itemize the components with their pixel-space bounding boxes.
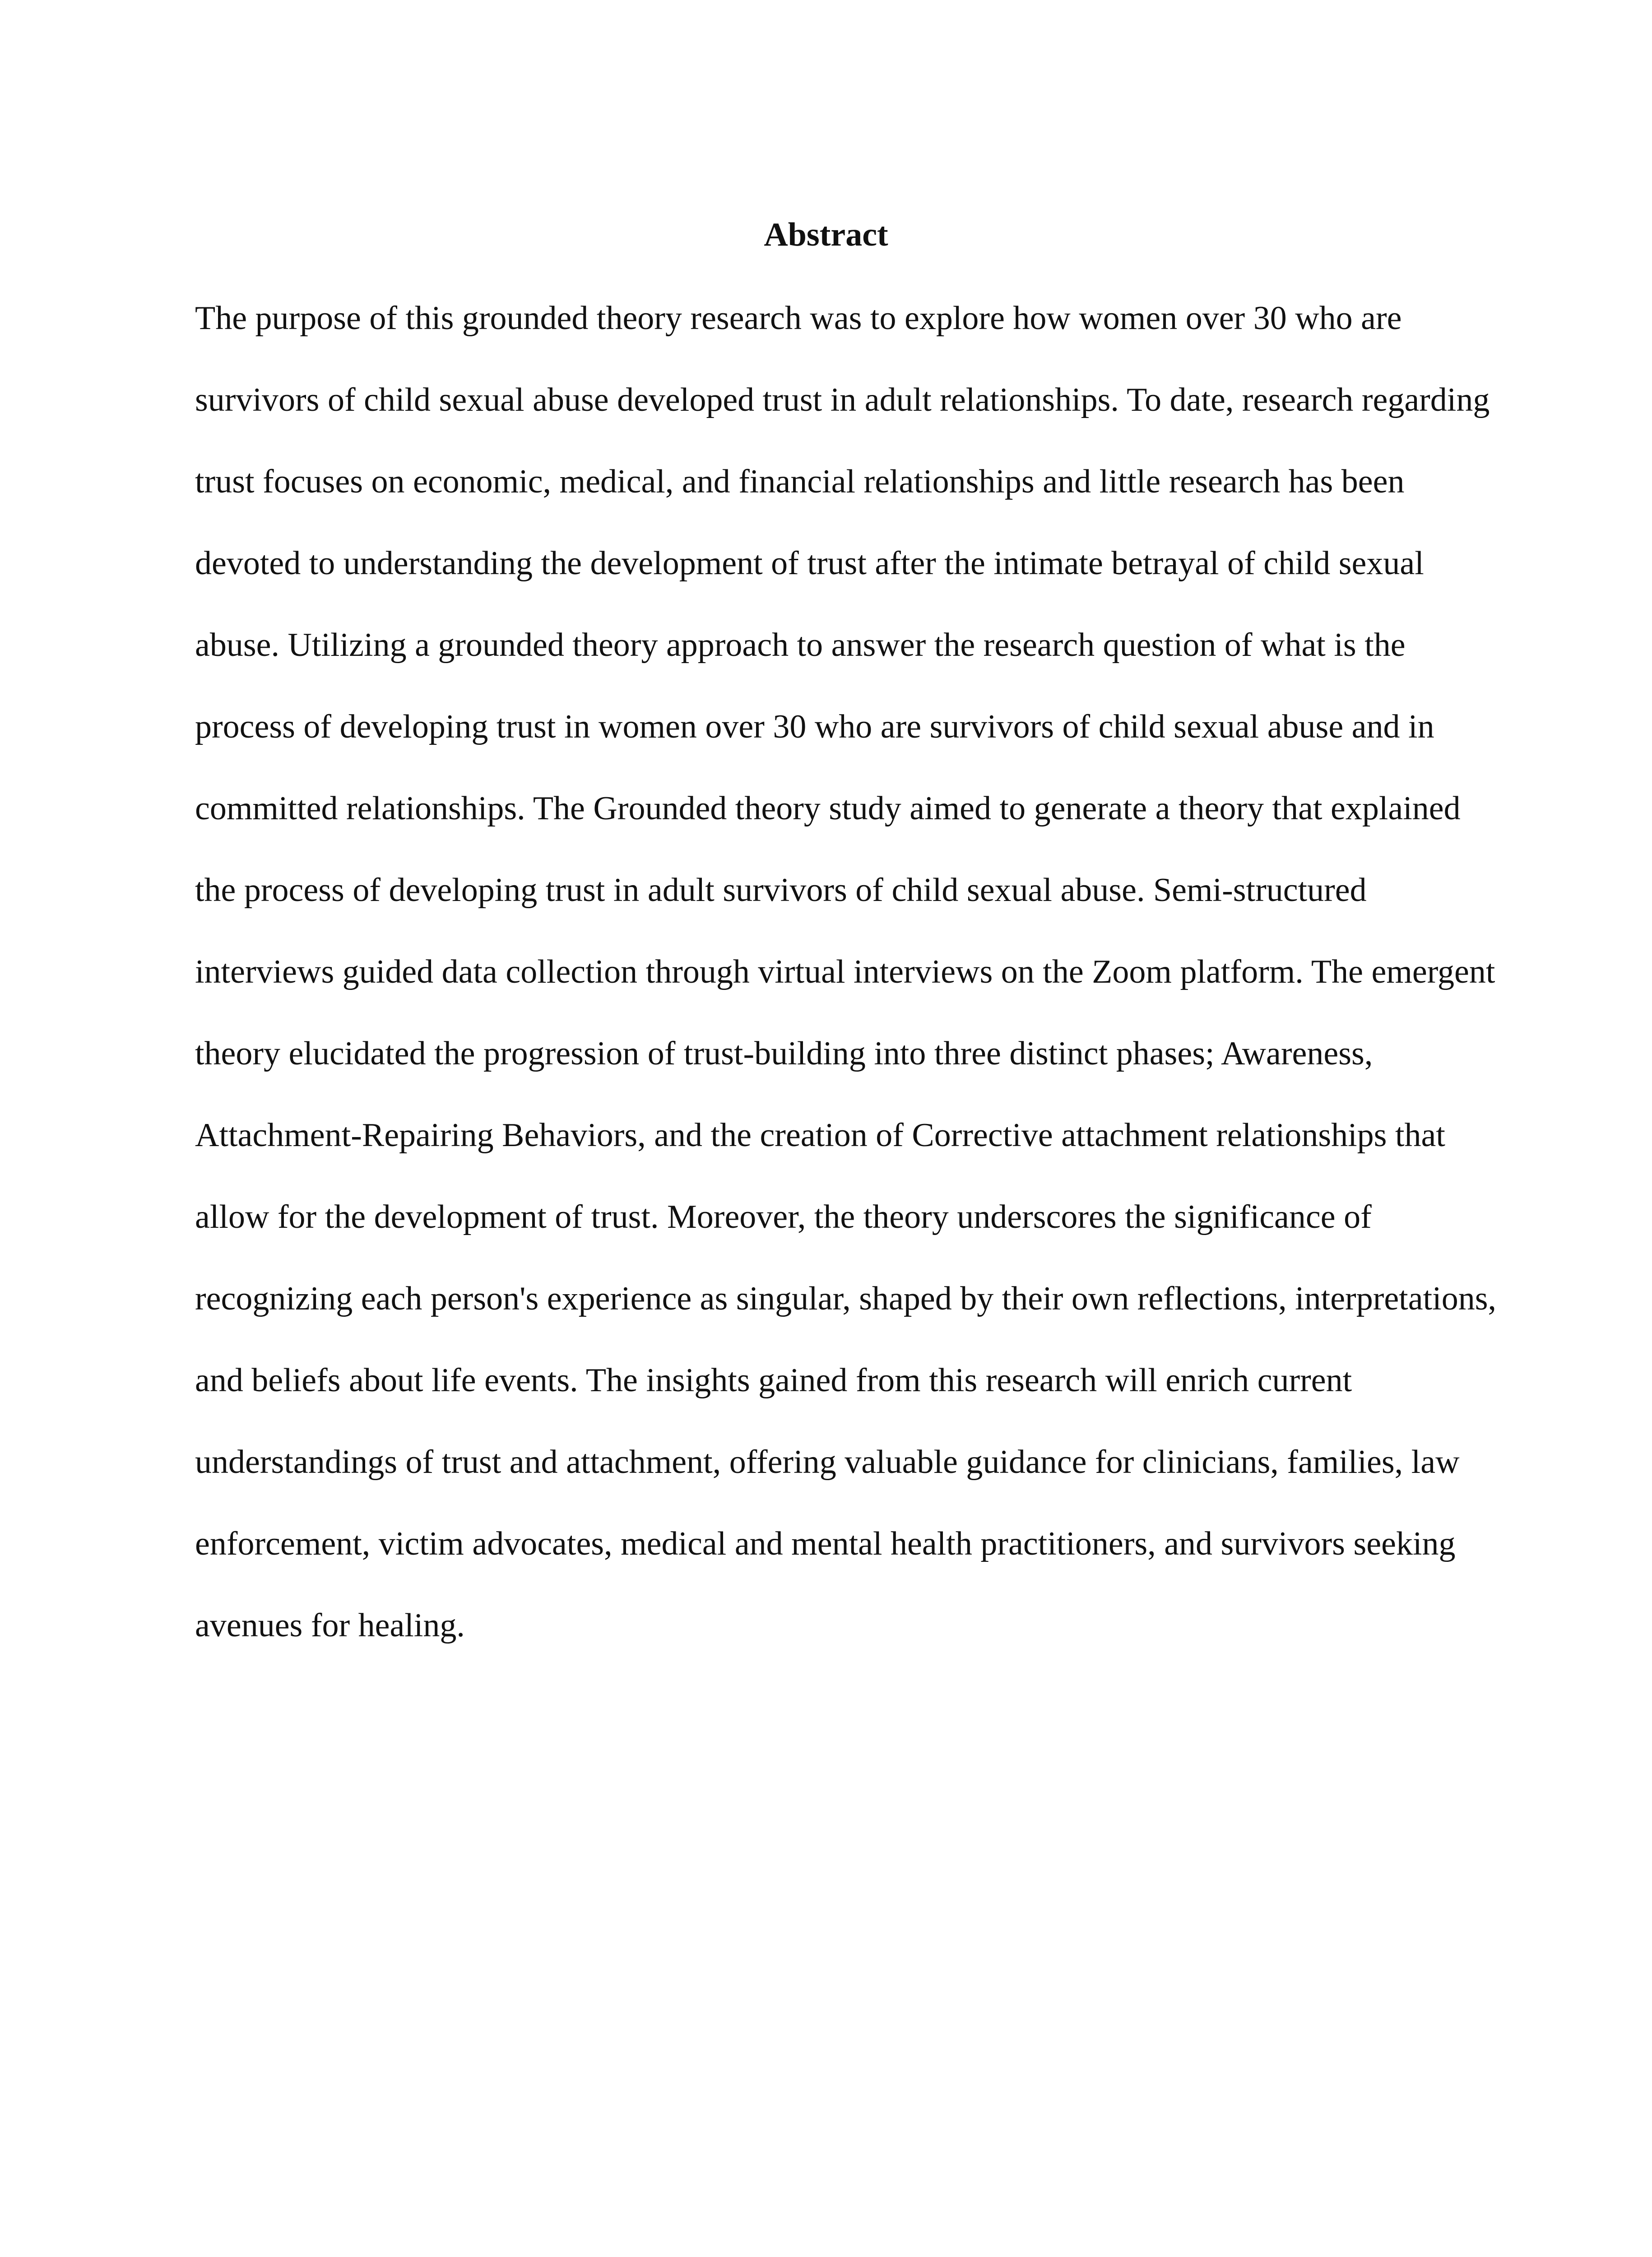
abstract-line: and beliefs about life events. The insights gained from this research will enrich current [195, 1362, 1352, 1399]
abstract-line: trust focuses on economic, medical, and financial relationships and little research has been [195, 463, 1405, 500]
abstract-line: process of developing trust in women over 30 who are survivors of child sexual abuse and in [195, 708, 1434, 745]
abstract-line: interviews guided data collection through virtual interviews on the Zoom platform. The emergent [195, 953, 1495, 990]
abstract-line: avenues for healing. [195, 1607, 465, 1644]
abstract-body [195, 293, 1504, 1682]
abstract-line: allow for the development of trust. Moreover, the theory underscores the significance of [195, 1198, 1372, 1235]
abstract-line: enforcement, victim advocates, medical and mental health practitioners, and survivors seeking [195, 1525, 1456, 1562]
abstract-line: the process of developing trust in adult survivors of child sexual abuse. Semi-structured [195, 872, 1367, 909]
abstract-line: survivors of child sexual abuse developed trust in adult relationships. To date, research regarding [195, 381, 1490, 418]
abstract-line: Attachment-Repairing Behaviors, and the creation of Corrective attachment relationships that [195, 1117, 1445, 1154]
abstract-line: devoted to understanding the development of trust after the intimate betrayal of child sexual [195, 545, 1424, 582]
abstract-heading: Abstract [764, 216, 888, 253]
abstract-line: abuse. Utilizing a grounded theory approach to answer the research question of what is the [195, 627, 1406, 664]
abstract-line: recognizing each person's experience as singular, shaped by their own reflections, interpretations, [195, 1280, 1497, 1317]
abstract-line: committed relationships. The Grounded theory study aimed to generate a theory that explained [195, 790, 1461, 827]
abstract-line: theory elucidated the progression of trust-building into three distinct phases; Awareness, [195, 1035, 1373, 1072]
abstract-line: understandings of trust and attachment, offering valuable guidance for clinicians, families, law [195, 1444, 1460, 1481]
abstract-line: The purpose of this grounded theory research was to explore how women over 30 who are [195, 300, 1402, 337]
